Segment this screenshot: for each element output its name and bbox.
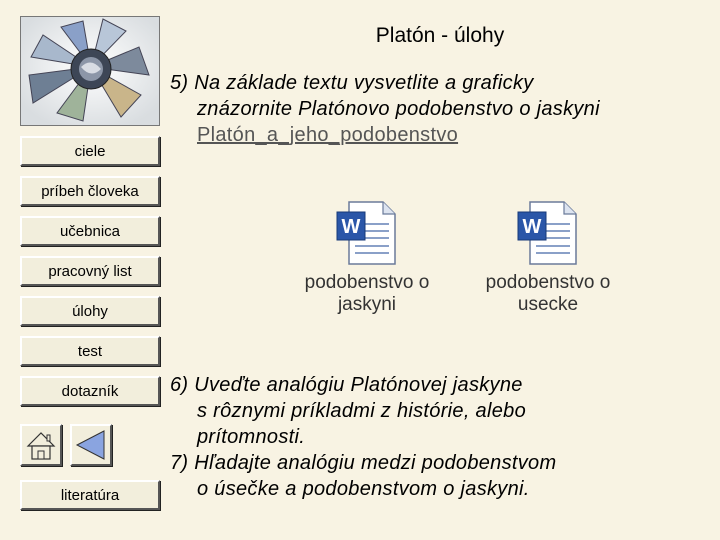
platon-podobenstvo-link[interactable]: Platón_a_jeho_podobenstvo [197,124,459,146]
svg-text:W: W [341,216,361,238]
nav-pribeh-button[interactable] [20,176,160,206]
word-document-icon [335,200,399,266]
doc-2-label-line-1: podobenstvo o [485,272,611,293]
doc-podobenstvo-o-usecke[interactable] [473,200,623,316]
nav-pribeh-label: príbeh človeka [41,182,139,200]
nav-pracovny-list-button[interactable] [20,256,160,286]
back-triangle-icon [72,426,110,464]
doc-1-label-line-1: podobenstvo o [304,272,430,293]
page-title: Platón - úlohy [375,24,505,47]
nav-ciele-button[interactable] [20,136,160,166]
task-5-line-2: znázornite Platónovo podobenstvo o jaskyni [197,98,600,120]
nav-literatura-label: literatúra [60,486,120,504]
nav-ulohy-label: úlohy [72,302,108,320]
home-icon [22,426,60,464]
nav-ciele-label: ciele [74,142,106,160]
nav-ucebnica-button[interactable] [20,216,160,246]
nav-test-label: test [77,342,103,360]
doc-2-label-line-2: usecke [517,294,579,315]
task-6-line-1: 6) Uveďte analógiu Platónovej jaskyne [170,374,523,396]
task-6-line-3: prítomnosti. [197,426,306,448]
home-button[interactable] [20,424,62,466]
nav-dotaznik-label: dotazník [61,382,119,400]
task-7-line-1: 7) Hľadajte analógiu medzi podobenstvom [170,452,557,474]
nav-ulohy-button[interactable] [20,296,160,326]
nav-pracovny-list-label: pracovný list [48,262,132,280]
nav-dotaznik-button[interactable] [20,376,160,406]
crystal-collage-icon [21,17,160,126]
svg-text:W: W [522,216,542,238]
task-5-line-1: 5) Na základe textu vysvetlite a graficky [170,72,534,94]
nav-ucebnica-label: učebnica [59,222,121,240]
task-7-line-2: o úsečke a podobenstvom o jaskyni. [197,478,530,500]
task-5-text [170,70,600,148]
doc-1-label-line-2: jaskyni [337,294,397,315]
nav-literatura-button[interactable] [20,480,160,510]
task-6-line-2: s rôznymi príkladmi z histórie, alebo [197,400,526,422]
site-logo-image [20,16,160,126]
task-6-7-text [170,372,556,502]
back-button[interactable] [70,424,112,466]
word-document-icon [516,200,580,266]
nav-test-button[interactable] [20,336,160,366]
doc-podobenstvo-o-jaskyni[interactable] [292,200,442,316]
